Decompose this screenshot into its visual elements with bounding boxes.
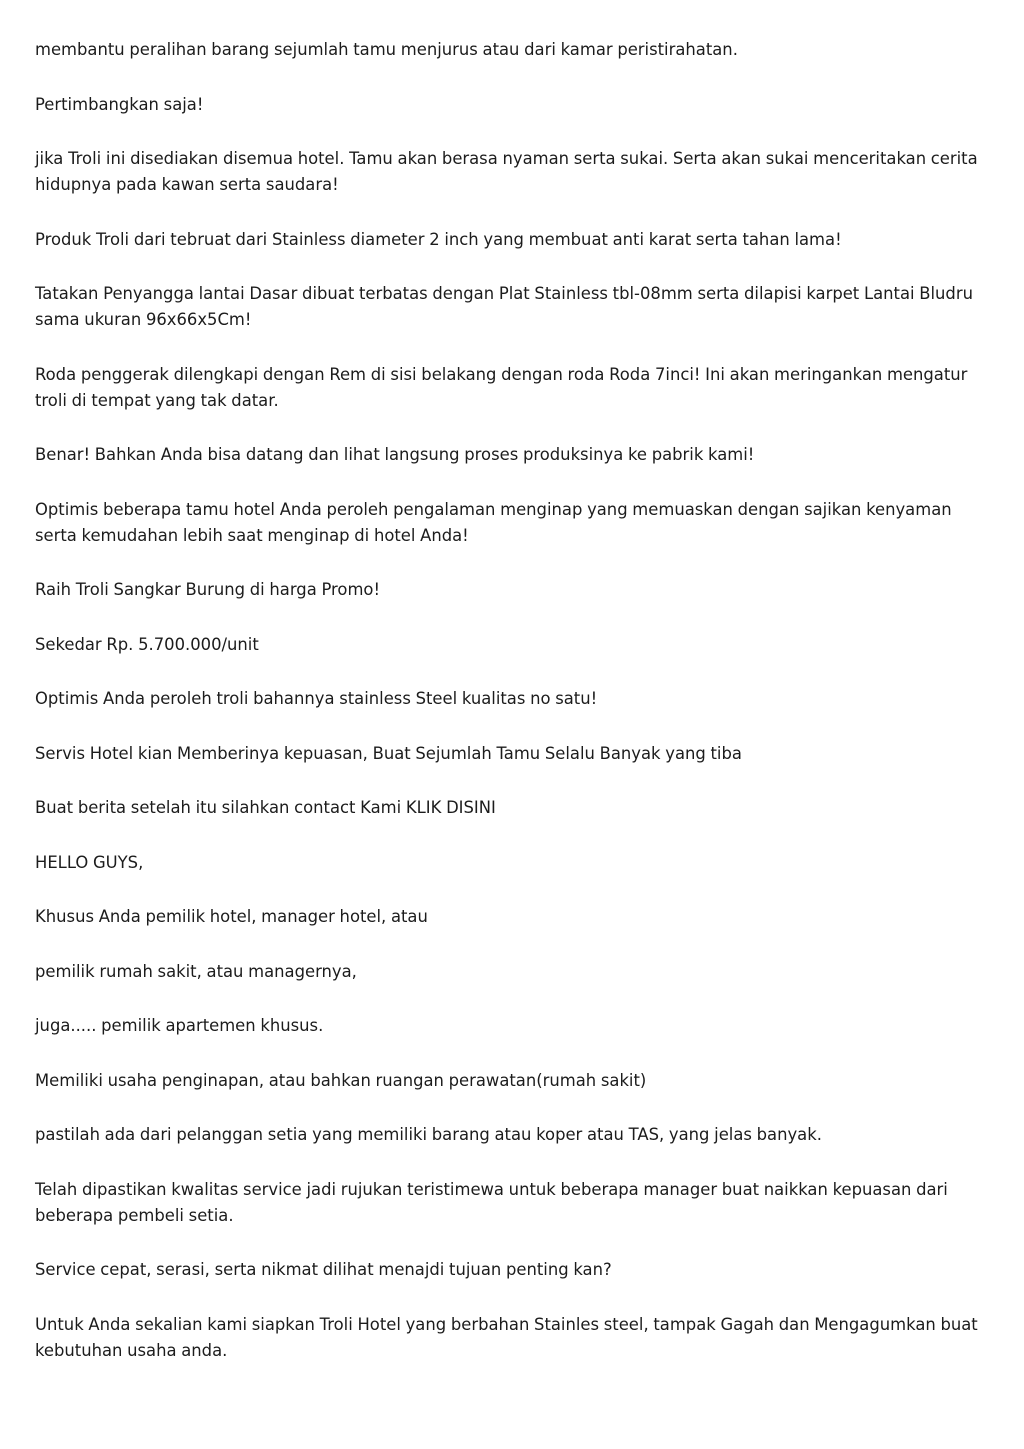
document-body [35,37,995,1364]
paragraph-6: Roda penggerak dilengkapi dengan Rem di sisi belakang dengan roda Roda 7inci! Ini akan meringankan mengatur troli di tempat yang tak datar. [35,364,968,410]
paragraph-5: Tatakan Penyangga lantai Dasar dibuat terbatas dengan Plat Stainless tbl-08mm serta dilapisi karpet Lantai Bludru sama ukuran 96x66x5Cm! [35,284,973,329]
paragraph-19: pastilah ada dari pelanggan setia yang memiliki barang atau koper atau TAS, yang jelas banyak. [35,1125,822,1144]
paragraph-18: Memiliki usaha penginapan, atau bahkan ruangan perawatan(rumah sakit) [35,1070,647,1090]
paragraph-15: Khusus Anda pemilik hotel, manager hotel, atau [35,907,428,926]
paragraph-11: Optimis Anda peroleh troli bahannya stainless Steel kualitas no satu! [35,689,598,708]
paragraph-3: jika Troli ini disediakan disemua hotel. Tamu akan berasa nyaman serta sukai. Serta akan sukai menceritakan cerita hidupnya pada kawan serta saudara! [35,149,978,194]
paragraph-2: Pertimbangkan saja! [35,94,204,114]
paragraph-7: Benar! Bahkan Anda bisa datang dan lihat langsung proses produksinya ke pabrik kami! [35,445,755,464]
paragraph-17: juga..... pemilik apartemen khusus. [35,1016,324,1035]
paragraph-13: Buat berita setelah itu silahkan contact Kami KLIK DISINI [35,798,496,817]
paragraph-16: pemilik rumah sakit, atau managernya, [35,961,357,981]
paragraph-14: HELLO GUYS, [35,852,144,872]
paragraph-22: Untuk Anda sekalian kami siapkan Troli Hotel yang berbahan Stainles steel, tampak Gagah dan Mengagumkan buat kebutuhan usaha anda. [35,1314,978,1360]
paragraph-20: Telah dipastikan kwalitas service jadi rujukan teristimewa untuk beberapa manager buat naikkan kepuasan dari beberapa pembeli setia. [35,1179,948,1225]
paragraph-1: membantu peralihan barang sejumlah tamu menjurus atau dari kamar peristirahatan. [35,40,738,59]
paragraph-4: Produk Troli dari tebruat dari Stainless diameter 2 inch yang membuat anti karat serta tahan lama! [35,229,842,249]
paragraph-21: Service cepat, serasi, serta nikmat dilihat menajdi tujuan penting kan? [35,1260,612,1279]
paragraph-10: Sekedar Rp. 5.700.000/unit [35,634,259,654]
paragraph-8: Optimis beberapa tamu hotel Anda peroleh pengalaman menginap yang memuaskan dengan sajikan kenyaman serta kemudahan lebih saat menginap di hotel Anda! [35,499,952,545]
paragraph-12: Servis Hotel kian Memberinya kepuasan, Buat Sejumlah Tamu Selalu Banyak yang tiba [35,743,742,763]
paragraph-9: Raih Troli Sangkar Burung di harga Promo! [35,580,381,599]
